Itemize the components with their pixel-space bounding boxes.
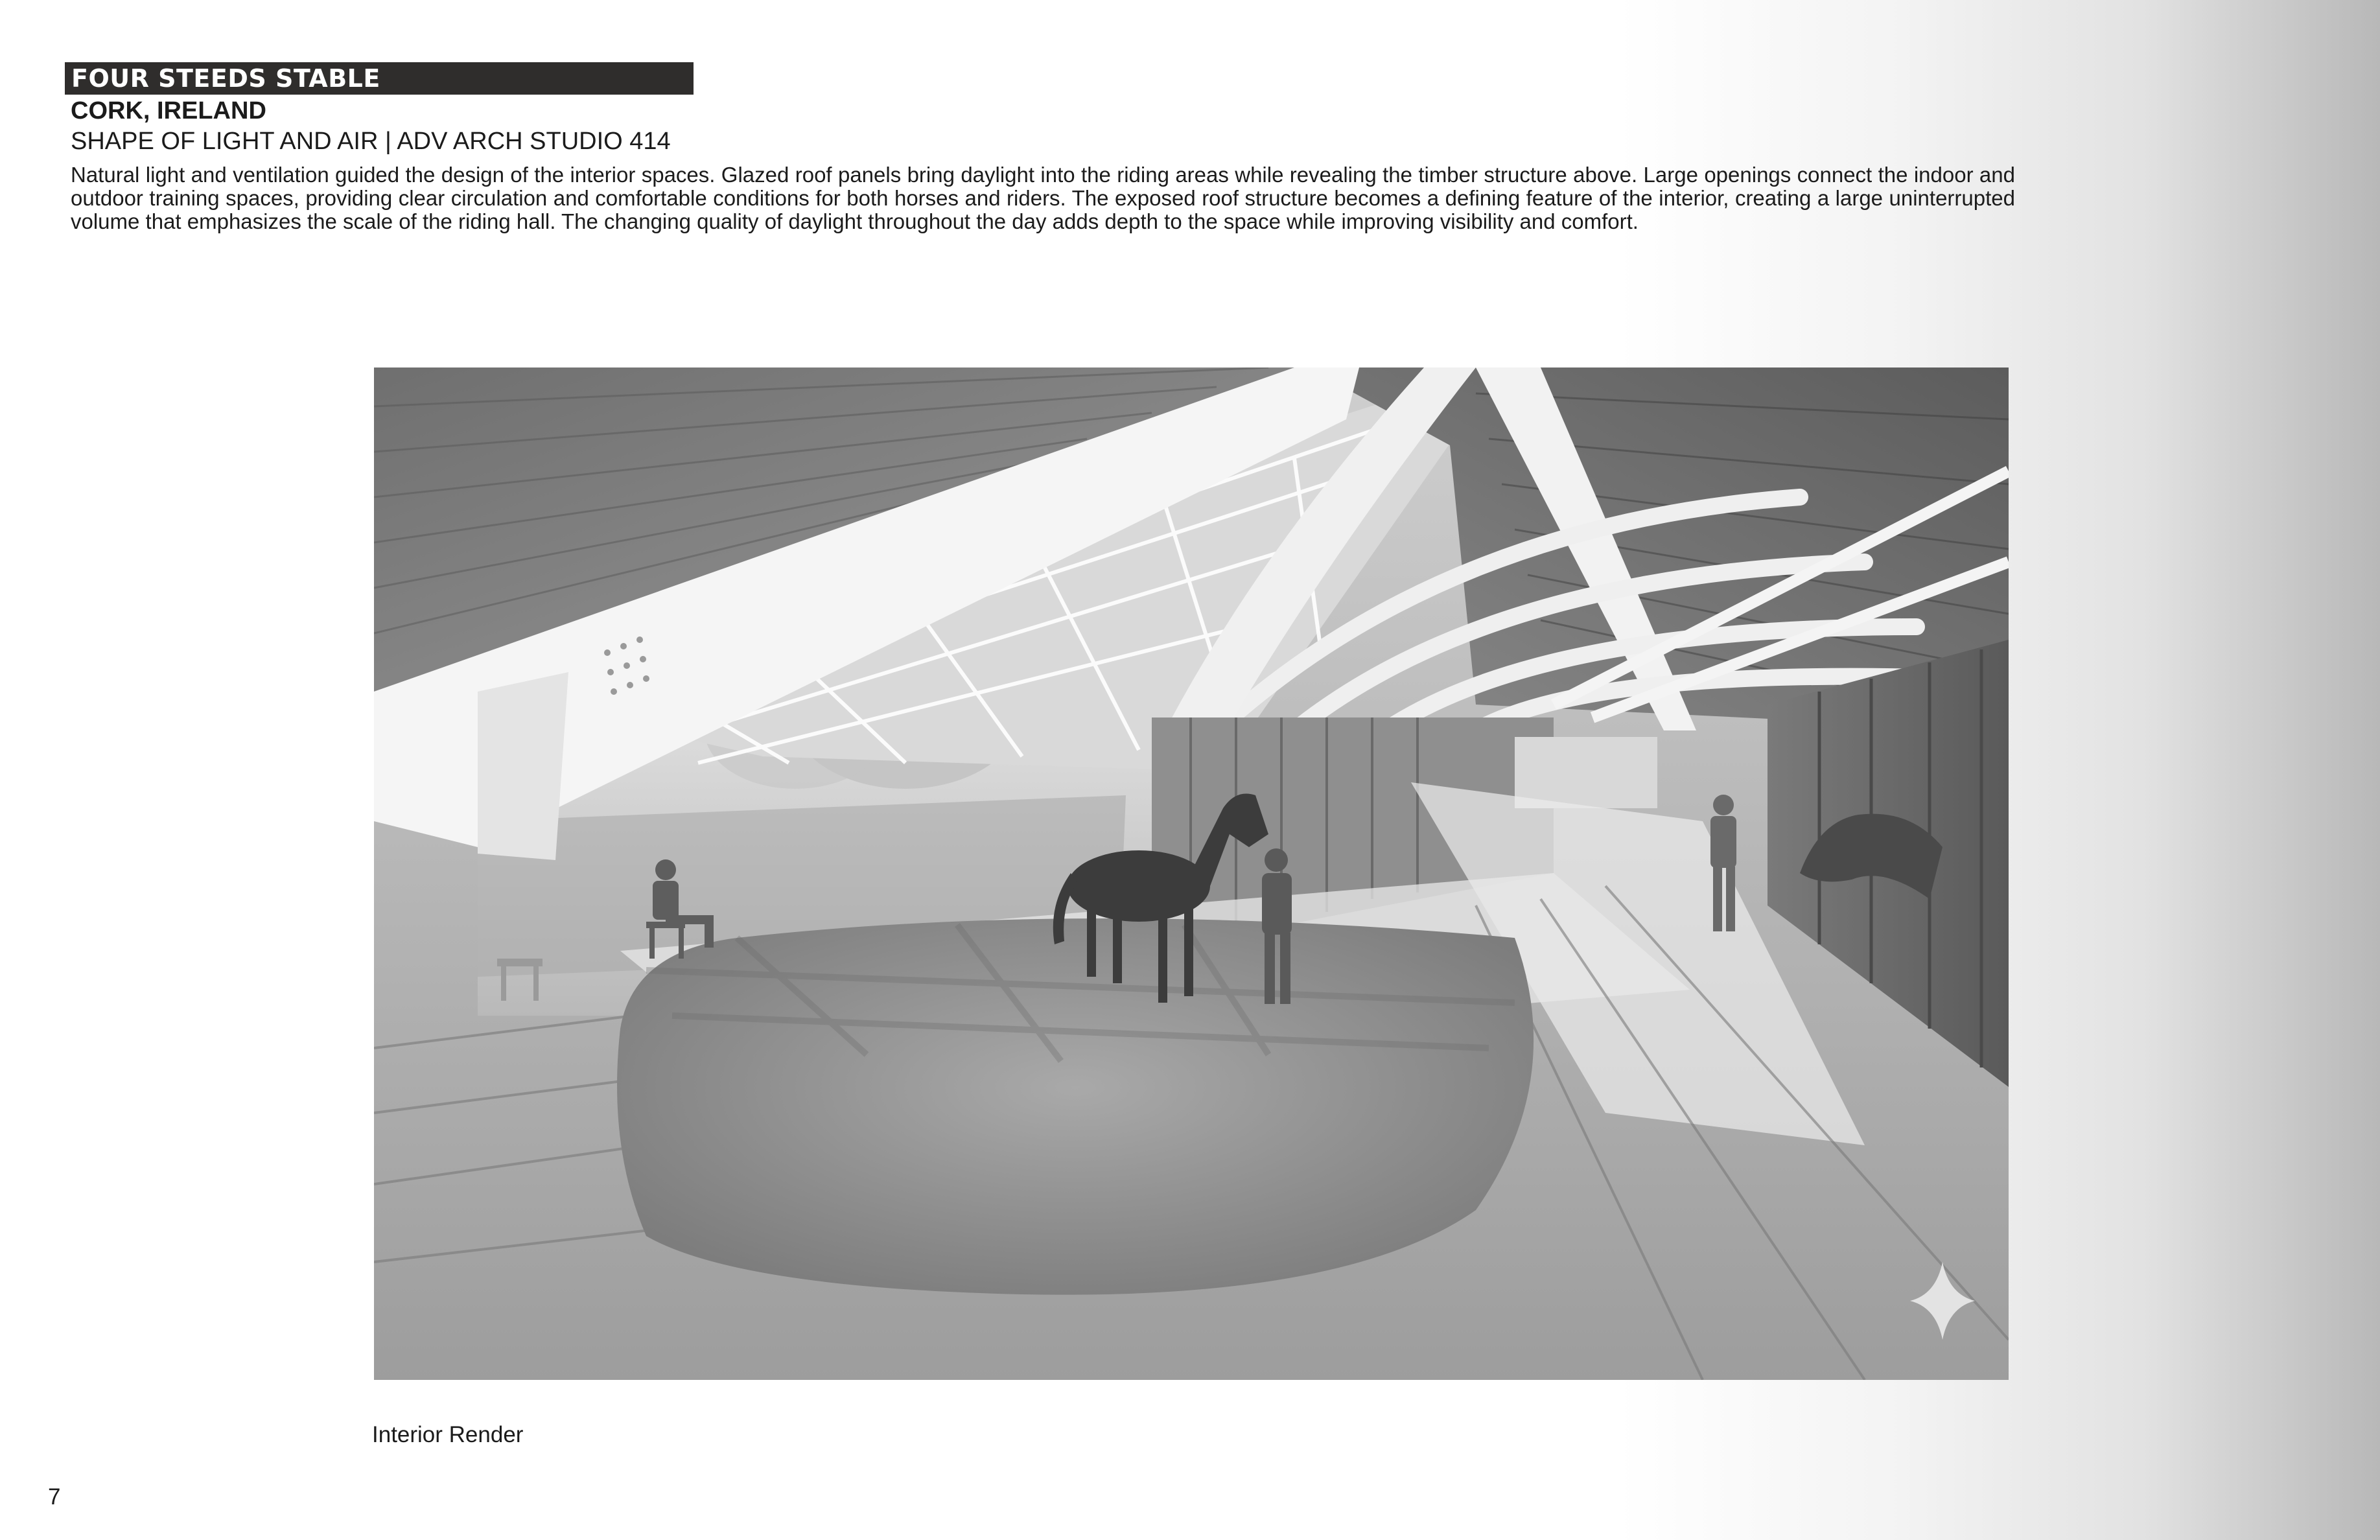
figure-caption: Interior Render: [372, 1422, 524, 1447]
page-number: 7: [48, 1484, 61, 1510]
project-description: Natural light and ventilation guided the design of the interior spaces. Glazed roof panels bring daylight into the riding areas while revealing the timber structure above. Large openings connect the indoor and outdoor training spaces, providing clear circulation and comfortable conditions for both horses and riders. The exposed roof structure becomes a defining feature of the interior, creating a large uninterrupted volume that emphasizes the scale of the riding hall. The changing quality of daylight throughout the day adds depth to the space while improving visibility and comfort.: [71, 163, 2015, 233]
project-subtitle: SHAPE OF LIGHT AND AIR | ADV ARCH STUDIO 414: [71, 128, 671, 155]
project-title: FOUR STEEDS STABLE: [65, 62, 694, 95]
project-location: CORK, IRELAND: [71, 97, 266, 124]
interior-render-image: [374, 368, 2009, 1380]
